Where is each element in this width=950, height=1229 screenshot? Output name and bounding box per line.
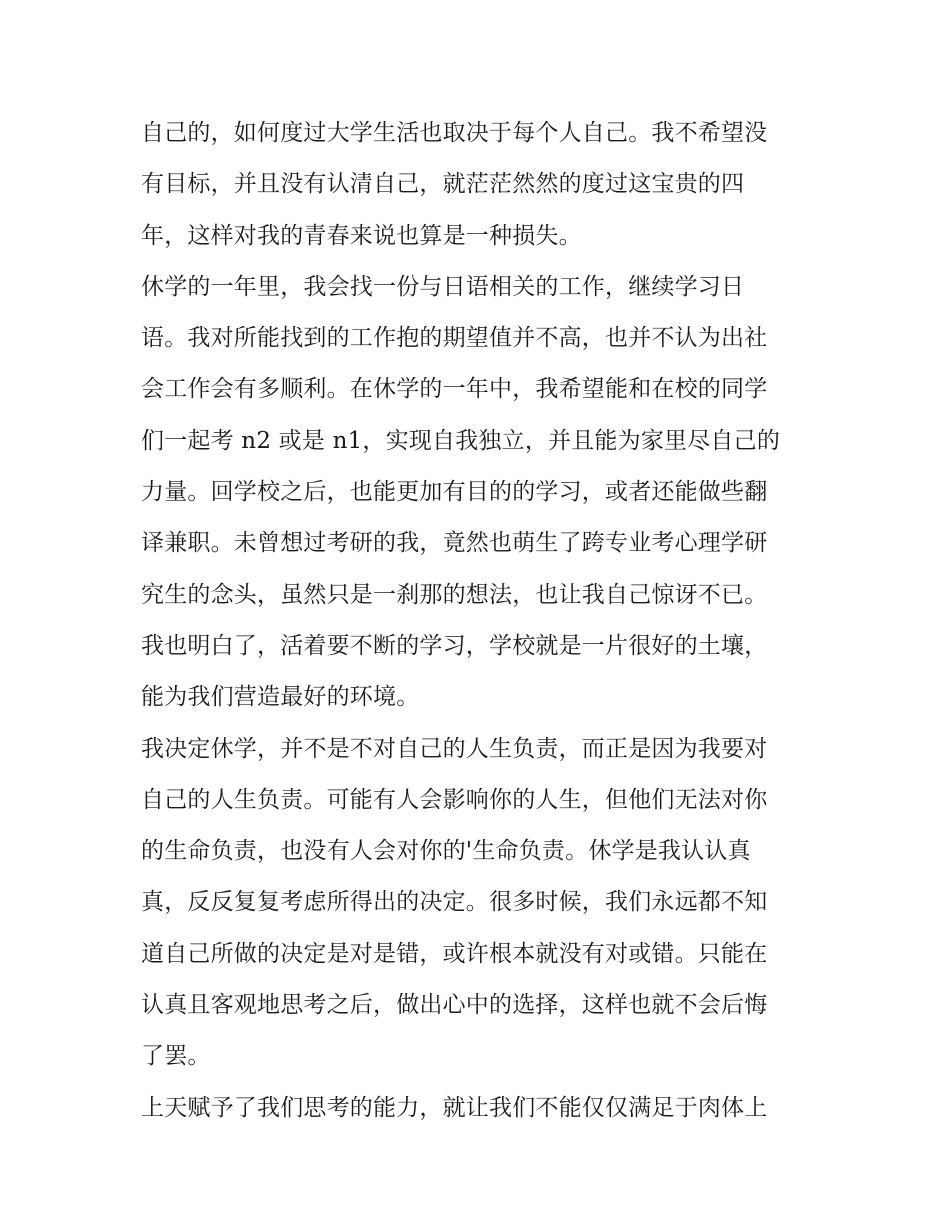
text-line: 有目标，并且没有认清自己，就茫茫然然的度过这宝贵的四 xyxy=(141,171,745,198)
text-line: 上天赋予了我们思考的能力，就让我们不能仅仅满足于肉体上 xyxy=(141,1094,768,1121)
text-line: 能为我们营造最好的环境。 xyxy=(141,684,420,711)
document-body xyxy=(141,108,821,1134)
text-line: 认真且客观地思考之后，做出心中的选择，这样也就不会后悔 xyxy=(141,992,768,1019)
text-line: 们一起考 n2 或是 n1，实现自我独立，并且能为家里尽自己的 xyxy=(141,427,781,454)
text-line: 究生的念头，虽然只是一刹那的想法，也让我自己惊讶不已。 xyxy=(141,581,768,608)
text-line: 我也明白了，活着要不断的学习，学校就是一片很好的土壤， xyxy=(141,632,768,659)
text-line: 译兼职。未曾想过考研的我，竟然也萌生了跨专业考心理学研 xyxy=(141,530,768,557)
text-line: 年，这样对我的青春来说也算是一种损失。 xyxy=(141,222,582,249)
text-line: 语。我对所能找到的工作抱的期望值并不高，也并不认为出社 xyxy=(141,325,768,352)
text-line: 道自己所做的决定是对是错，或许根本就没有对或错。只能在 xyxy=(141,940,768,967)
text-line: 了罢。 xyxy=(141,1043,211,1070)
text-line: 会工作会有多顺利。在休学的一年中，我希望能和在校的同学 xyxy=(141,376,768,403)
text-line: 真，反反复复考虑所得出的决定。很多时候，我们永远都不知 xyxy=(141,889,768,916)
text-line: 我决定休学，并不是不对自己的人生负责，而正是因为我要对 xyxy=(141,735,768,762)
text-line: 力量。回学校之后，也能更加有目的的学习，或者还能做些翻 xyxy=(141,479,768,506)
text-line: 自己的，如何度过大学生活也取决于每个人自己。我不希望没 xyxy=(141,120,768,146)
text-line: 自己的人生负责。可能有人会影响你的人生，但他们无法对你 xyxy=(141,786,768,813)
text-line: 休学的一年里，我会找一份与日语相关的工作，继续学习日 xyxy=(141,273,745,300)
text-line: 的生命负责，也没有人会对你的'生命负责。休学是我认认真 xyxy=(141,838,751,865)
